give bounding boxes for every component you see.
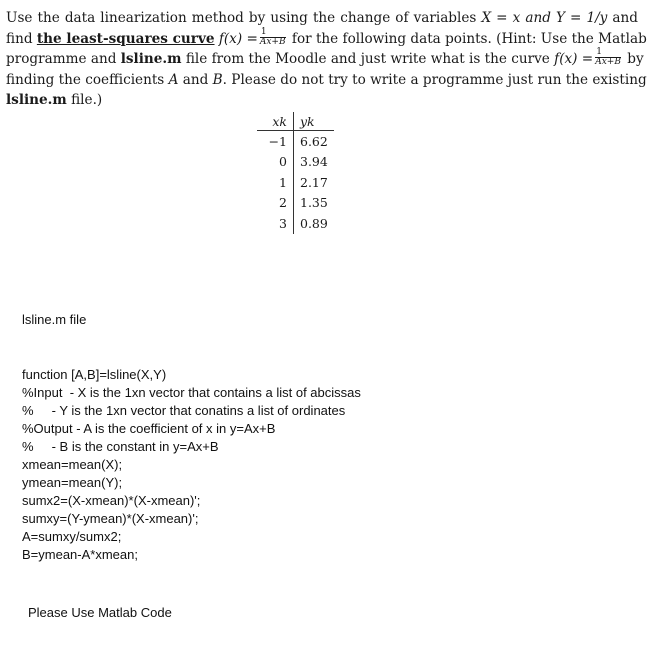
text: Use the data linearization method by using the change of variables <box>6 10 482 26</box>
table-row <box>257 172 334 193</box>
code-line: B=ymean-A*xmean; <box>22 547 138 562</box>
text: file.) <box>66 92 103 109</box>
math-fx: f(x) = <box>554 51 594 68</box>
cell-y: 6.62 <box>294 131 335 152</box>
text: by <box>622 51 644 68</box>
fraction-denominator: Ax+B <box>259 36 286 47</box>
table-row <box>257 213 334 234</box>
code-line: % - B is the constant in y=Ax+B <box>22 439 219 454</box>
text: and <box>607 10 638 26</box>
math-fx: f(x) = <box>214 30 258 47</box>
code-line: % - Y is the 1xn vector that conatins a list of ordinates <box>22 403 346 418</box>
code-line: sumxy=(Y-ymean)*(X-xmean)'; <box>22 511 199 526</box>
math-b: B <box>212 71 223 88</box>
header-yk: yk <box>294 112 335 131</box>
problem-line-1 <box>6 8 638 29</box>
cell-y: 1.35 <box>294 193 335 214</box>
data-points-table <box>257 112 334 234</box>
least-squares-curve-term: the least-squares curve <box>36 30 215 47</box>
fraction-numerator: 1 <box>595 48 621 58</box>
problem-line-2 <box>6 26 647 50</box>
text: . Please do not try to write a programme just run the existing <box>222 71 647 88</box>
header-xk: xk <box>257 112 294 131</box>
problem-line-4 <box>6 70 647 91</box>
code-line: ymean=mean(Y); <box>22 475 123 490</box>
fraction <box>595 48 621 67</box>
text: programme and <box>6 51 121 68</box>
table-row <box>257 193 334 214</box>
cell-y: 0.89 <box>294 213 335 234</box>
code-line: sumx2=(X-xmean)*(X-xmean)'; <box>22 493 201 508</box>
cell-x: −1 <box>268 133 287 149</box>
cell-x: 0 <box>279 154 287 170</box>
text: for the following data points. (Hint: Use the Matlab <box>287 30 647 47</box>
cell-x: 2 <box>279 195 287 211</box>
fraction-numerator: 1 <box>260 28 286 38</box>
matlab-note: Please Use Matlab Code <box>28 605 172 620</box>
problem-line-3 <box>6 47 644 70</box>
text: find <box>6 30 37 47</box>
cell-x: 1 <box>279 174 287 190</box>
math-a: A <box>168 71 179 88</box>
cell-y: 2.17 <box>294 172 335 193</box>
cell-y: 3.94 <box>294 152 335 173</box>
lsline-filename: lsline.m <box>120 51 182 68</box>
table-header-row <box>257 112 334 131</box>
text: file from the Moodle and just write what is the curve <box>181 51 555 68</box>
file-label: lsline.m file <box>22 312 87 327</box>
fraction <box>260 28 286 47</box>
problem-statement <box>6 8 647 111</box>
cell-x: 3 <box>279 215 287 231</box>
fraction-denominator: Ax+B <box>595 57 621 68</box>
code-line: xmean=mean(X); <box>22 457 123 472</box>
problem-line-5 <box>6 90 638 111</box>
code-block <box>22 348 361 582</box>
lsline-filename: lsline.m <box>6 92 67 109</box>
math-change-of-variables: X = x and Y = 1/y <box>481 10 608 26</box>
code-line: A=sumxy/sumx2; <box>22 529 122 544</box>
text: and <box>178 71 213 88</box>
code-line: %Input - X is the 1xn vector that contains a list of abcissas <box>22 385 361 400</box>
table-row <box>257 152 334 173</box>
code-line: %Output - A is the coefficient of x in y=Ax+B <box>22 421 276 436</box>
table-row <box>257 131 334 152</box>
text: finding the coefficients <box>6 71 169 88</box>
code-line: function [A,B]=lsline(X,Y) <box>22 367 167 382</box>
